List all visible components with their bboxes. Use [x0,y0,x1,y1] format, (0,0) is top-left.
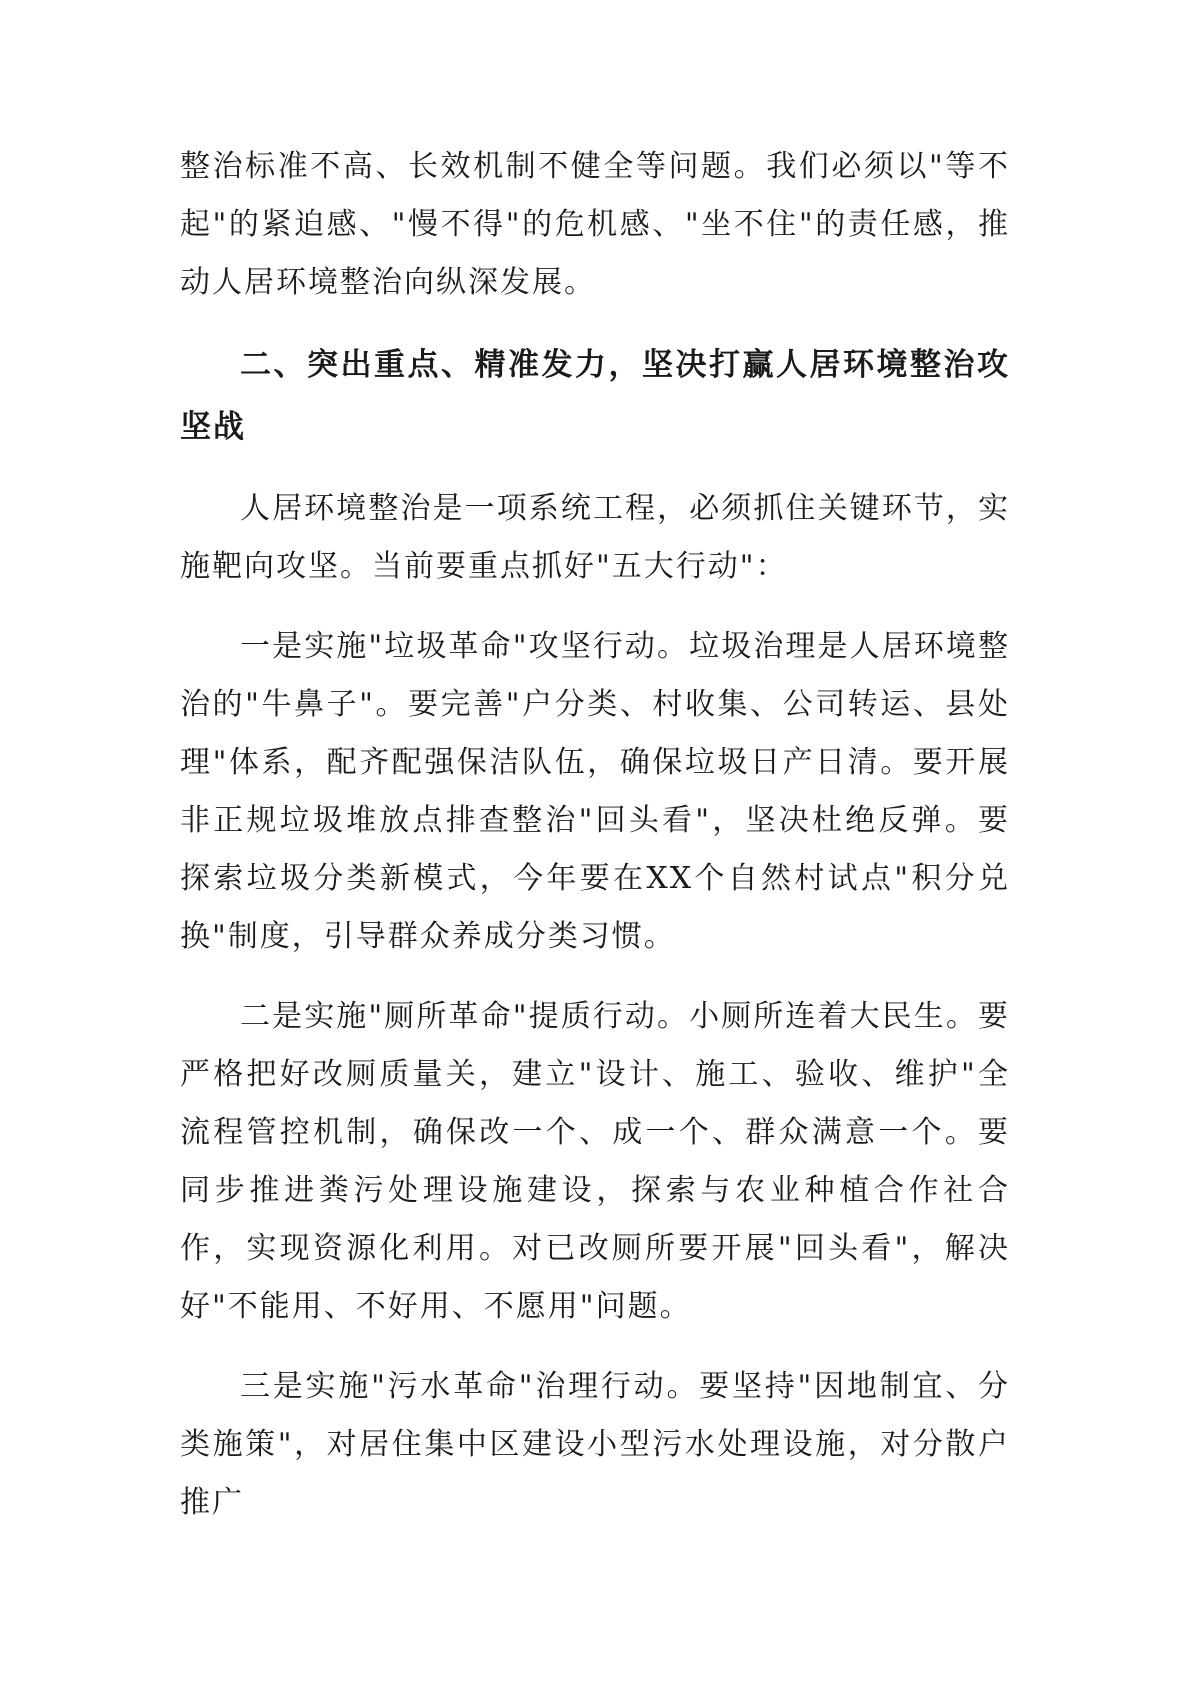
paragraph-garbage-revolution: 一是实施"垃圾革命"攻坚行动。垃圾治理是人居环境整治的"牛鼻子"。要完善"户分类、村收集、公司转运、县处理"体系，配齐配强保洁队伍，确保垃圾日产日清。要开展非正规垃圾堆放点排查整治"回头看"，坚决杜绝反弹。要探索垃圾分类新模式，今年要在XX个自然村试点"积分兑换"制度，引导群众养成分类习惯。 [180,629,1010,954]
document-body [180,138,1010,1554]
section-heading-2: 二、突出重点、精准发力，坚决打赢人居环境整治攻坚战 [180,347,1010,445]
paragraph-toilet-revolution: 二是实施"厕所革命"提质行动。小厕所连着大民生。要严格把好改厕质量关，建立"设计、施工、验收、维护"全流程管控机制，确保改一个、成一个、群众满意一个。要同步推进粪污处理设施建设，探索与农业种植合作社合作，实现资源化利用。对已改厕所要开展"回头看"，解决好"不能用、不好用、不愿用"问题。 [180,999,1010,1324]
paragraph-intro: 人居环境整治是一项系统工程，必须抓住关键环节，实施靶向攻坚。当前要重点抓好"五大行动"： [180,491,1010,584]
paragraph-sewage-revolution: 三是实施"污水革命"治理行动。要坚持"因地制宜、分类施策"，对居住集中区建设小型污水处理设施，对分散户推广 [180,1369,1010,1520]
paragraph-continuation: 整治标准不高、长效机制不健全等问题。我们必须以"等不起"的紧迫感、"慢不得"的危机感、"坐不住"的责任感，推动人居环境整治向纵深发展。 [180,149,1010,300]
